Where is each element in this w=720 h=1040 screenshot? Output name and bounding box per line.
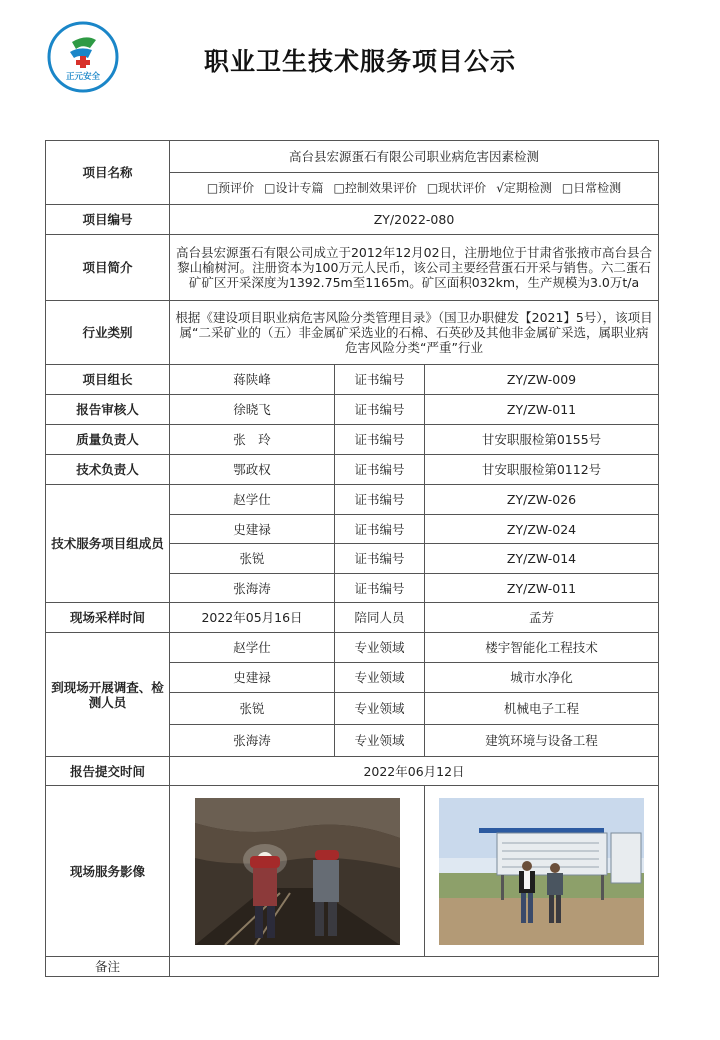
project-name: 高台县宏源蛋石有限公司职业病危害因素检测: [170, 141, 659, 173]
team-member-name: 赵学仕: [170, 485, 335, 515]
logo-text: 正元安全: [65, 72, 101, 82]
cert-label: 证书编号: [335, 425, 425, 455]
leader-role: 技术负责人: [46, 455, 170, 485]
leader-role: 报告审核人: [46, 395, 170, 425]
disclosure-table: [45, 140, 659, 977]
project-name-label: 项目名称: [46, 141, 170, 205]
type-option: √定期检测: [496, 181, 552, 195]
cert-label: 证书编号: [335, 365, 425, 395]
remark-value: [170, 957, 659, 977]
project-intro: 高台县宏源蛋石有限公司成立于2012年12月02日，注册地位于甘肃省张掖市高台县合黎山榆树河。注册资本为100万元人民币，该公司主要经营蛋石开采与销售。六二蛋石矿矿区开采深度为1392.75m至1165m。矿区面积032km，生产规模为3.0万t/a: [170, 235, 659, 301]
sampling-date: 2022年05月16日: [170, 603, 335, 633]
team-member-name: 张锐: [170, 544, 335, 574]
project-number: ZY/2022-080: [170, 205, 659, 235]
field-label: 专业领域: [335, 633, 425, 663]
industry-label: 行业类别: [46, 301, 170, 365]
sampling-time-label: 现场采样时间: [46, 603, 170, 633]
onsite-member-field: 机械电子工程: [425, 693, 659, 725]
onsite-member-field: 城市水净化: [425, 663, 659, 693]
field-label: 专业领域: [335, 725, 425, 757]
leader-role: 质量负责人: [46, 425, 170, 455]
project-number-label: 项目编号: [46, 205, 170, 235]
leader-name: 张 玲: [170, 425, 335, 455]
onsite-member-field: 楼宇智能化工程技术: [425, 633, 659, 663]
team-member-cert: ZY/ZW-011: [425, 574, 659, 603]
leader-cert: 甘安职服检第0112号: [425, 455, 659, 485]
onsite-member-name: 赵学仕: [170, 633, 335, 663]
leader-cert: ZY/ZW-011: [425, 395, 659, 425]
leader-cert: 甘安职服检第0155号: [425, 425, 659, 455]
cert-label: 证书编号: [335, 544, 425, 574]
type-option: □预评价: [206, 181, 255, 195]
onsite-member-name: 张海涛: [170, 725, 335, 757]
remark-label: 备注: [46, 957, 170, 977]
leader-name: 鄂政权: [170, 455, 335, 485]
leader-name: 蒋陕峰: [170, 365, 335, 395]
companion-label: 陪同人员: [335, 603, 425, 633]
site-images-label: 现场服务影像: [46, 786, 170, 957]
site-signboard-photo: [439, 798, 644, 945]
type-option: □控制效果评价: [333, 181, 417, 195]
team-member-cert: ZY/ZW-026: [425, 485, 659, 515]
leader-cert: ZY/ZW-009: [425, 365, 659, 395]
leader-name: 徐晓飞: [170, 395, 335, 425]
team-member-name: 张海涛: [170, 574, 335, 603]
onsite-staff-label: 到现场开展调查、检测人员: [46, 633, 170, 757]
team-member-name: 史建禄: [170, 515, 335, 544]
onsite-member-field: 建筑环境与设备工程: [425, 725, 659, 757]
cert-label: 证书编号: [335, 455, 425, 485]
cert-label: 证书编号: [335, 515, 425, 544]
cert-label: 证书编号: [335, 574, 425, 603]
type-option: □现状评价: [426, 181, 487, 195]
field-label: 专业领域: [335, 693, 425, 725]
site-photo-cell: [170, 786, 425, 957]
cert-label: 证书编号: [335, 485, 425, 515]
industry-category: 根据《建设项目职业病危害风险分类管理目录》（国卫办职健发【2021】5号），该项目属“二采矿业的（五）非金属矿采选业的石棉、石英砂及其他非金属矿采选，属职业病危害风险分类“严重”行业: [170, 301, 659, 365]
type-option: □设计专篇: [264, 181, 324, 195]
page-title: 职业卫生技术服务项目公示: [203, 47, 516, 76]
onsite-member-name: 张锐: [170, 693, 335, 725]
type-option: □日常检测: [561, 181, 622, 195]
mine-tunnel-photo: [195, 798, 400, 945]
project-intro-label: 项目简介: [46, 235, 170, 301]
team-label: 技术服务项目组成员: [46, 485, 170, 603]
field-label: 专业领域: [335, 663, 425, 693]
report-date: 2022年06月12日: [170, 757, 659, 786]
site-photo-cell: [425, 786, 659, 957]
team-member-cert: ZY/ZW-014: [425, 544, 659, 574]
onsite-member-name: 史建禄: [170, 663, 335, 693]
leader-role: 项目组长: [46, 365, 170, 395]
team-member-cert: ZY/ZW-024: [425, 515, 659, 544]
evaluation-types: [170, 173, 659, 205]
cert-label: 证书编号: [335, 395, 425, 425]
report-time-label: 报告提交时间: [46, 757, 170, 786]
companion-name: 孟芳: [425, 603, 659, 633]
